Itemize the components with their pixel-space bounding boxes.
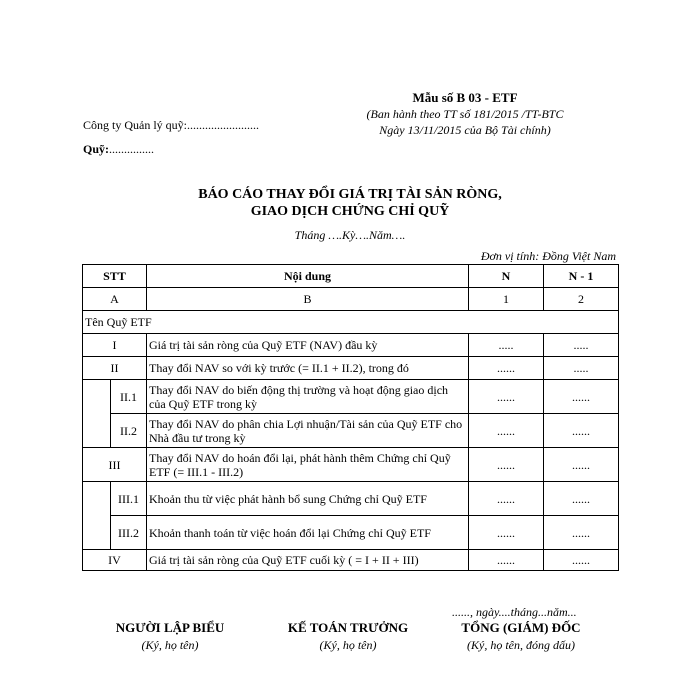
row-code: II bbox=[83, 357, 147, 380]
index-1: 1 bbox=[469, 288, 544, 311]
table-row bbox=[83, 414, 619, 448]
index-2: 2 bbox=[544, 288, 619, 311]
row-code: II.1 bbox=[111, 380, 147, 414]
fund-dots: ............... bbox=[109, 142, 155, 156]
signer-chief-accountant bbox=[268, 620, 428, 653]
row-indent bbox=[83, 482, 111, 516]
report-period: Tháng ….Kỳ….Năm…. bbox=[294, 228, 406, 242]
table-row bbox=[83, 357, 619, 380]
signature-date: ......, ngày....tháng...năm... bbox=[452, 605, 577, 619]
nav-change-table bbox=[82, 264, 619, 571]
row-value-n: ...... bbox=[469, 482, 544, 516]
row-value-n: ...... bbox=[469, 448, 544, 482]
row-value-n1: ..... bbox=[544, 357, 619, 380]
row-code: III.2 bbox=[111, 516, 147, 550]
signer-role: KẾ TOÁN TRƯỞNG bbox=[287, 620, 409, 635]
table-row bbox=[83, 380, 619, 414]
table-row bbox=[83, 334, 619, 357]
row-indent bbox=[83, 516, 111, 550]
section-row bbox=[83, 311, 619, 334]
header-n-minus-1: N - 1 bbox=[544, 265, 619, 288]
company-field: Công ty Quản lý quỹ:........................ bbox=[83, 118, 259, 132]
row-text: Giá trị tài sản ròng của Quỹ ETF (NAV) đầu kỳ bbox=[147, 334, 469, 357]
header-stt: STT bbox=[83, 265, 147, 288]
row-code: III.1 bbox=[111, 482, 147, 516]
header-n: N bbox=[469, 265, 544, 288]
fund-field bbox=[83, 142, 154, 157]
report-title-line1: BÁO CÁO THAY ĐỔI GIÁ TRỊ TÀI SẢN RÒNG, bbox=[198, 187, 502, 202]
currency-unit: Đơn vị tính: Đồng Việt Nam bbox=[480, 249, 616, 263]
row-value-n: ..... bbox=[469, 334, 544, 357]
signer-role: NGƯỜI LẬP BIỂU bbox=[115, 620, 225, 635]
signer-note: (Ký, họ tên) bbox=[319, 638, 377, 652]
row-text: Thay đổi NAV do phân chia Lợi nhuận/Tài sản của Quỹ ETF cho Nhà đầu tư trong kỳ bbox=[147, 414, 469, 448]
row-text: Thay đổi NAV do biến động thị trường và hoạt động giao dịch của Quỹ ETF trong kỳ bbox=[147, 380, 469, 414]
row-indent bbox=[83, 380, 111, 414]
row-value-n1: ...... bbox=[544, 550, 619, 571]
signer-preparer bbox=[90, 620, 250, 653]
row-code: III bbox=[83, 448, 147, 482]
row-value-n1: ...... bbox=[544, 516, 619, 550]
table-row bbox=[83, 448, 619, 482]
table-header-row bbox=[83, 265, 619, 288]
signer-note: (Ký, họ tên) bbox=[141, 638, 199, 652]
row-value-n: ...... bbox=[469, 550, 544, 571]
row-value-n1: ...... bbox=[544, 414, 619, 448]
row-value-n1: ...... bbox=[544, 448, 619, 482]
report-title-line2: GIAO DỊCH CHỨNG CHỈ QUỸ bbox=[250, 204, 450, 219]
table-row bbox=[83, 550, 619, 571]
fund-label: Quỹ: bbox=[83, 142, 110, 156]
row-value-n: ...... bbox=[469, 357, 544, 380]
row-text: Khoản thanh toán từ việc hoán đổi lại Chứng chỉ Quỹ ETF bbox=[147, 516, 469, 550]
table-row bbox=[83, 482, 619, 516]
index-a: A bbox=[83, 288, 147, 311]
row-indent bbox=[83, 414, 111, 448]
row-value-n1: ..... bbox=[544, 334, 619, 357]
table-row bbox=[83, 516, 619, 550]
row-value-n1: ...... bbox=[544, 380, 619, 414]
row-text: Thay đổi NAV do hoán đổi lại, phát hành thêm Chứng chỉ Quỹ ETF (= III.1 - III.2) bbox=[147, 448, 469, 482]
section-label: Tên Quỹ ETF bbox=[83, 311, 619, 334]
table-index-row bbox=[83, 288, 619, 311]
form-code: Mẫu số B 03 - ETF bbox=[412, 90, 518, 105]
index-b: B bbox=[147, 288, 469, 311]
row-text: Khoản thu từ việc phát hành bổ sung Chứng chỉ Quỹ ETF bbox=[147, 482, 469, 516]
row-text: Giá trị tài sản ròng của Quỹ ETF cuối kỳ ( = I + II + III) bbox=[147, 550, 469, 571]
row-value-n1: ...... bbox=[544, 482, 619, 516]
row-code: II.2 bbox=[111, 414, 147, 448]
row-value-n: ...... bbox=[469, 414, 544, 448]
row-value-n: ...... bbox=[469, 380, 544, 414]
header-content: Nội dung bbox=[147, 265, 469, 288]
signer-director bbox=[441, 620, 601, 653]
row-value-n: ...... bbox=[469, 516, 544, 550]
signer-note: (Ký, họ tên, đóng dấu) bbox=[467, 638, 575, 652]
form-basis-line1: (Ban hành theo TT số 181/2015 /TT-BTC bbox=[366, 107, 564, 121]
row-code: I bbox=[83, 334, 147, 357]
row-code: IV bbox=[83, 550, 147, 571]
row-text: Thay đổi NAV so với kỳ trước (= II.1 + II.2), trong đó bbox=[147, 357, 469, 380]
signer-role: TỔNG (GIÁM) ĐỐC bbox=[461, 620, 581, 635]
form-basis-line2: Ngày 13/11/2015 của Bộ Tài chính) bbox=[379, 123, 551, 137]
